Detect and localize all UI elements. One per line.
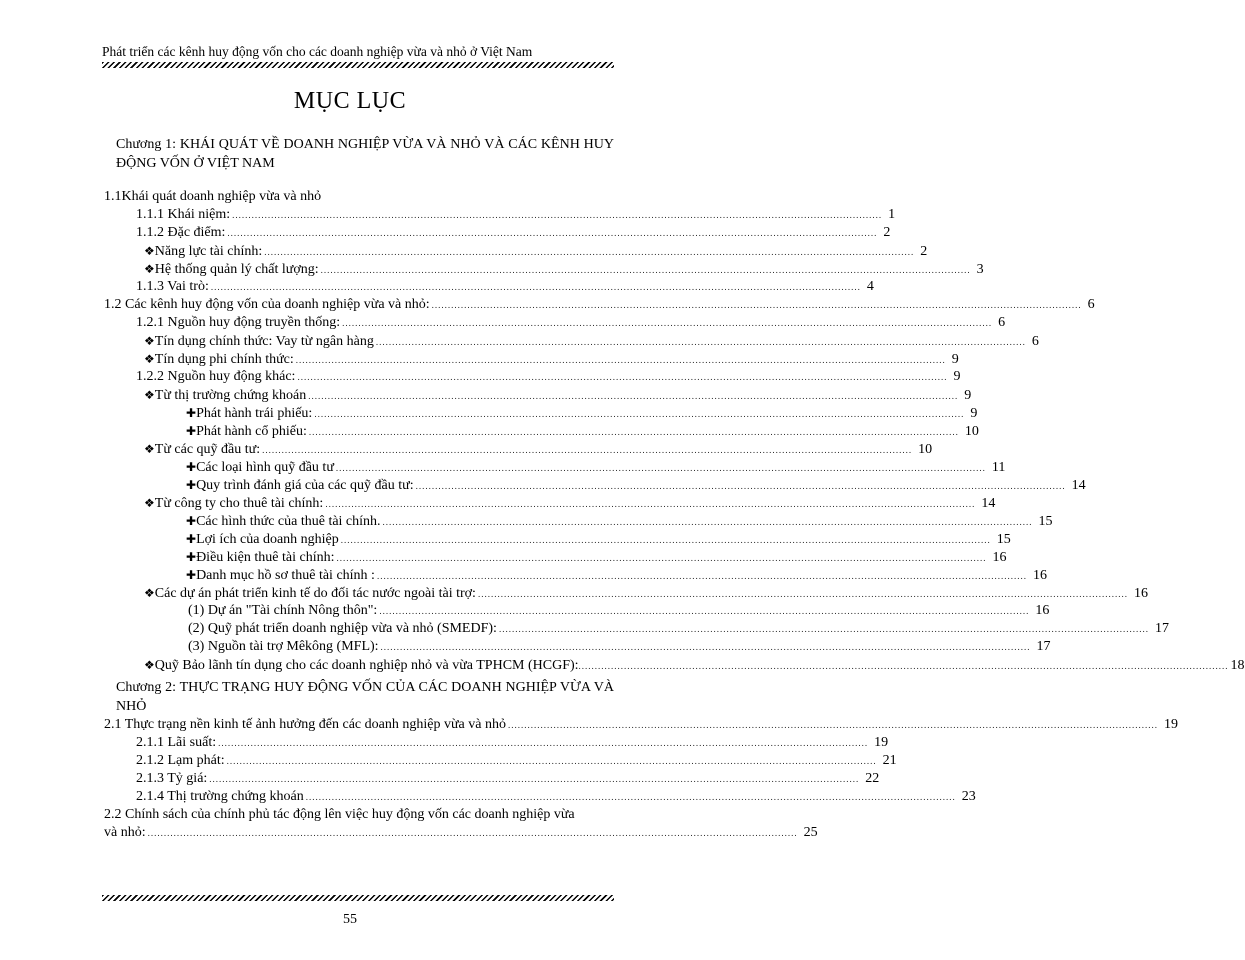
dot-leader: ........................................................................................................................................................................................................ (209, 774, 860, 784)
dot-leader: ........................................................................................................................................................................................................ (305, 792, 956, 802)
dot-leader: ........................................................................................................................................................................................................ (335, 463, 986, 473)
dot-leader: ........................................................................................................................................................................................................ (336, 553, 987, 563)
toc-entry: 2.2 Chính sách của chính phủ tác động lên việc huy động vốn các doanh nghiệp vừa (104, 807, 575, 822)
toc-entry: ❖ Hệ thống quản lý chất lượng: ........................................................................................................................................................................................................ 3 (144, 262, 984, 277)
footer-rule (102, 895, 614, 901)
toc-entry: 2.1.1 Lãi suất: ........................................................................................................................................................................................................ 19 (136, 735, 889, 750)
dot-leader: ........................................................................................................................................................................................................ (320, 265, 971, 275)
toc-entry: 2.1 Thực trạng nền kinh tế ảnh hưởng đến các doanh nghiệp vừa và nhỏ ........................................................................................................................................................................................................ 19 (104, 717, 1178, 732)
diamond-bullet-icon: ❖ (144, 586, 155, 600)
dot-leader: ........................................................................................................................................................................................................ (218, 738, 869, 748)
cross-bullet-icon: ✚ (186, 478, 197, 492)
toc-entry: ✚ Lợi ích của doanh nghiệp ........................................................................................................................................................................................................ 15 (186, 532, 1011, 547)
cross-bullet-icon: ✚ (186, 532, 197, 546)
dot-leader: ........................................................................................................................................................................................................ (340, 535, 991, 545)
toc-entry: 1.1.1 Khái niệm: ........................................................................................................................................................................................................ 1 (136, 207, 896, 222)
toc-entry: ✚ Điều kiện thuê tài chính: ........................................................................................................................................................................................................ 16 (186, 550, 1007, 565)
dot-leader: ........................................................................................................................................................................................................ (376, 571, 1027, 581)
dot-leader: ........................................................................................................................................................................................................ (380, 642, 1031, 652)
dot-leader: ........................................................................................................................................................................................................ (297, 372, 948, 382)
toc-entry: 1.2 Các kênh huy động vốn của doanh nghiệp vừa và nhỏ: ........................................................................................................................................................................................................ 6 (104, 297, 1095, 312)
toc-entry: ✚ Phát hành trái phiếu: ........................................................................................................................................................................................................ 9 (186, 406, 978, 421)
diamond-bullet-icon: ❖ (144, 388, 155, 402)
toc-entry: ✚ Danh mục hồ sơ thuê tài chính : ........................................................................................................................................................................................................ 16 (186, 568, 1047, 583)
dot-leader: ........................................................................................................................................................................................................ (578, 661, 1229, 671)
cross-bullet-icon: ✚ (186, 424, 197, 438)
toc-entry: ✚ Các loại hình quỹ đầu tư ........................................................................................................................................................................................................ 11 (186, 460, 1006, 475)
page-title: MỤC LỤC (293, 88, 407, 114)
dot-leader: ........................................................................................................................................................................................................ (507, 720, 1158, 730)
dot-leader: ........................................................................................................................................................................................................ (314, 409, 965, 419)
toc-entry: (2) Quỹ phát triển doanh nghiệp vừa và nhỏ (SMEDF): ........................................................................................................................................................................................................ 17 (188, 621, 1169, 636)
toc-entry: 1.1.2 Đặc điểm: ........................................................................................................................................................................................................ 2 (136, 225, 891, 240)
running-header: Phát triển các kênh huy động vốn cho các doanh nghiệp vừa và nhỏ ở Việt Nam (102, 44, 533, 59)
toc-entry: ❖ Năng lực tài chính: ........................................................................................................................................................................................................ 2 (144, 244, 928, 259)
toc-entry: ❖ Tín dụng phi chính thức: ........................................................................................................................................................................................................ 9 (144, 352, 959, 367)
diamond-bullet-icon: ❖ (144, 496, 155, 510)
toc-entry: 1.2.1 Nguồn huy động truyền thống: ........................................................................................................................................................................................................ 6 (136, 315, 1006, 330)
dot-leader: ........................................................................................................................................................................................................ (375, 337, 1026, 347)
toc-entry: ❖ Từ thị trường chứng khoán ........................................................................................................................................................................................................ 9 (144, 388, 972, 403)
cross-bullet-icon: ✚ (186, 406, 197, 420)
page-number: 55 (343, 912, 357, 927)
toc-entry: ✚ Phát hành cổ phiếu: ........................................................................................................................................................................................................ 10 (186, 424, 979, 439)
toc-entry: và nhỏ: ........................................................................................................................................................................................................ 25 (104, 825, 818, 840)
dot-leader: ........................................................................................................................................................................................................ (431, 300, 1082, 310)
diamond-bullet-icon: ❖ (144, 658, 155, 672)
dot-leader: ........................................................................................................................................................................................................ (325, 499, 976, 509)
toc-entry: 2.1.4 Thị trường chứng khoán ........................................................................................................................................................................................................ 23 (136, 789, 976, 804)
cross-bullet-icon: ✚ (186, 550, 197, 564)
toc-entry: ❖ Tín dụng chính thức: Vay từ ngân hàng ........................................................................................................................................................................................................ 6 (144, 334, 1039, 349)
header-rule (102, 62, 614, 68)
diamond-bullet-icon: ❖ (144, 334, 155, 348)
dot-leader: ........................................................................................................................................................................................................ (210, 282, 861, 292)
dot-leader: ........................................................................................................................................................................................................ (147, 828, 798, 838)
toc-section-1-1: 1.1Khái quát doanh nghiệp vừa và nhỏ (104, 189, 322, 204)
toc-entry: ✚ Các hình thức của thuê tài chính. ........................................................................................................................................................................................................ 15 (186, 514, 1053, 529)
toc-entry: ❖ Từ công ty cho thuê tài chính: ........................................................................................................................................................................................................ 14 (144, 496, 996, 511)
dot-leader: ........................................................................................................................................................................................................ (308, 427, 959, 437)
dot-leader: ........................................................................................................................................................................................................ (232, 210, 883, 220)
cross-bullet-icon: ✚ (186, 568, 197, 582)
cross-bullet-icon: ✚ (186, 460, 197, 474)
dot-leader: ........................................................................................................................................................................................................ (262, 445, 913, 455)
toc-entry: ❖ Từ các quỹ đầu tư: ........................................................................................................................................................................................................ 10 (144, 442, 933, 457)
diamond-bullet-icon: ❖ (144, 442, 155, 456)
dot-leader: ........................................................................................................................................................................................................ (295, 355, 946, 365)
dot-leader: ........................................................................................................................................................................................................ (379, 606, 1030, 616)
toc-entry: (3) Nguồn tài trợ Mêkông (MFL): ........................................................................................................................................................................................................ 17 (188, 639, 1051, 654)
dot-leader: ........................................................................................................................................................................................................ (415, 481, 1066, 491)
dot-leader: ........................................................................................................................................................................................................ (308, 391, 959, 401)
chapter-2-heading: Chương 2: THỰC TRẠNG HUY ĐỘNG VỐN CỦA CÁC DOANH NGHIỆP VỪA VÀ NHỎ (116, 680, 614, 714)
toc-entry: 2.1.3 Tỷ giá: ........................................................................................................................................................................................................ 22 (136, 771, 880, 786)
dot-leader: ........................................................................................................................................................................................................ (226, 756, 877, 766)
toc-entry: 1.1.3 Vai trò: ........................................................................................................................................................................................................ 4 (136, 279, 874, 294)
diamond-bullet-icon: ❖ (144, 352, 155, 366)
toc-entry: (1) Dự án "Tài chính Nông thôn": ........................................................................................................................................................................................................ 16 (188, 603, 1050, 618)
toc-entry: 2.1.2 Lạm phát: ........................................................................................................................................................................................................ 21 (136, 753, 897, 768)
toc-entry: 1.2.2 Nguồn huy động khác: ........................................................................................................................................................................................................ 9 (136, 369, 961, 384)
diamond-bullet-icon: ❖ (144, 262, 155, 276)
diamond-bullet-icon: ❖ (144, 244, 155, 258)
dot-leader: ........................................................................................................................................................................................................ (382, 517, 1033, 527)
dot-leader: ........................................................................................................................................................................................................ (498, 624, 1149, 634)
dot-leader: ........................................................................................................................................................................................................ (264, 247, 915, 257)
toc-entry: ❖ Các dự án phát triển kinh tế do đối tác nước ngoài tài trợ: ........................................................................................................................................................................................................ 16 (144, 586, 1148, 601)
toc-entry: ❖ Quỹ Bảo lãnh tín dụng cho các doanh nghiệp nhỏ và vừa TPHCM (HCGF): ........................................................................................................................................................................................................ 18 (144, 658, 1245, 673)
dot-leader: ........................................................................................................................................................................................................ (227, 228, 878, 238)
toc-entry: ✚ Quy trình đánh giá của các quỹ đầu tư: ........................................................................................................................................................................................................ 14 (186, 478, 1086, 493)
dot-leader: ........................................................................................................................................................................................................ (477, 589, 1128, 599)
cross-bullet-icon: ✚ (186, 514, 197, 528)
chapter-1-heading: Chương 1: KHÁI QUÁT VỀ DOANH NGHIỆP VỪA VÀ NHỎ VÀ CÁC KÊNH HUY ĐỘNG VỐN Ở VIỆT NAM (116, 137, 614, 171)
dot-leader: ........................................................................................................................................................................................................ (342, 318, 993, 328)
